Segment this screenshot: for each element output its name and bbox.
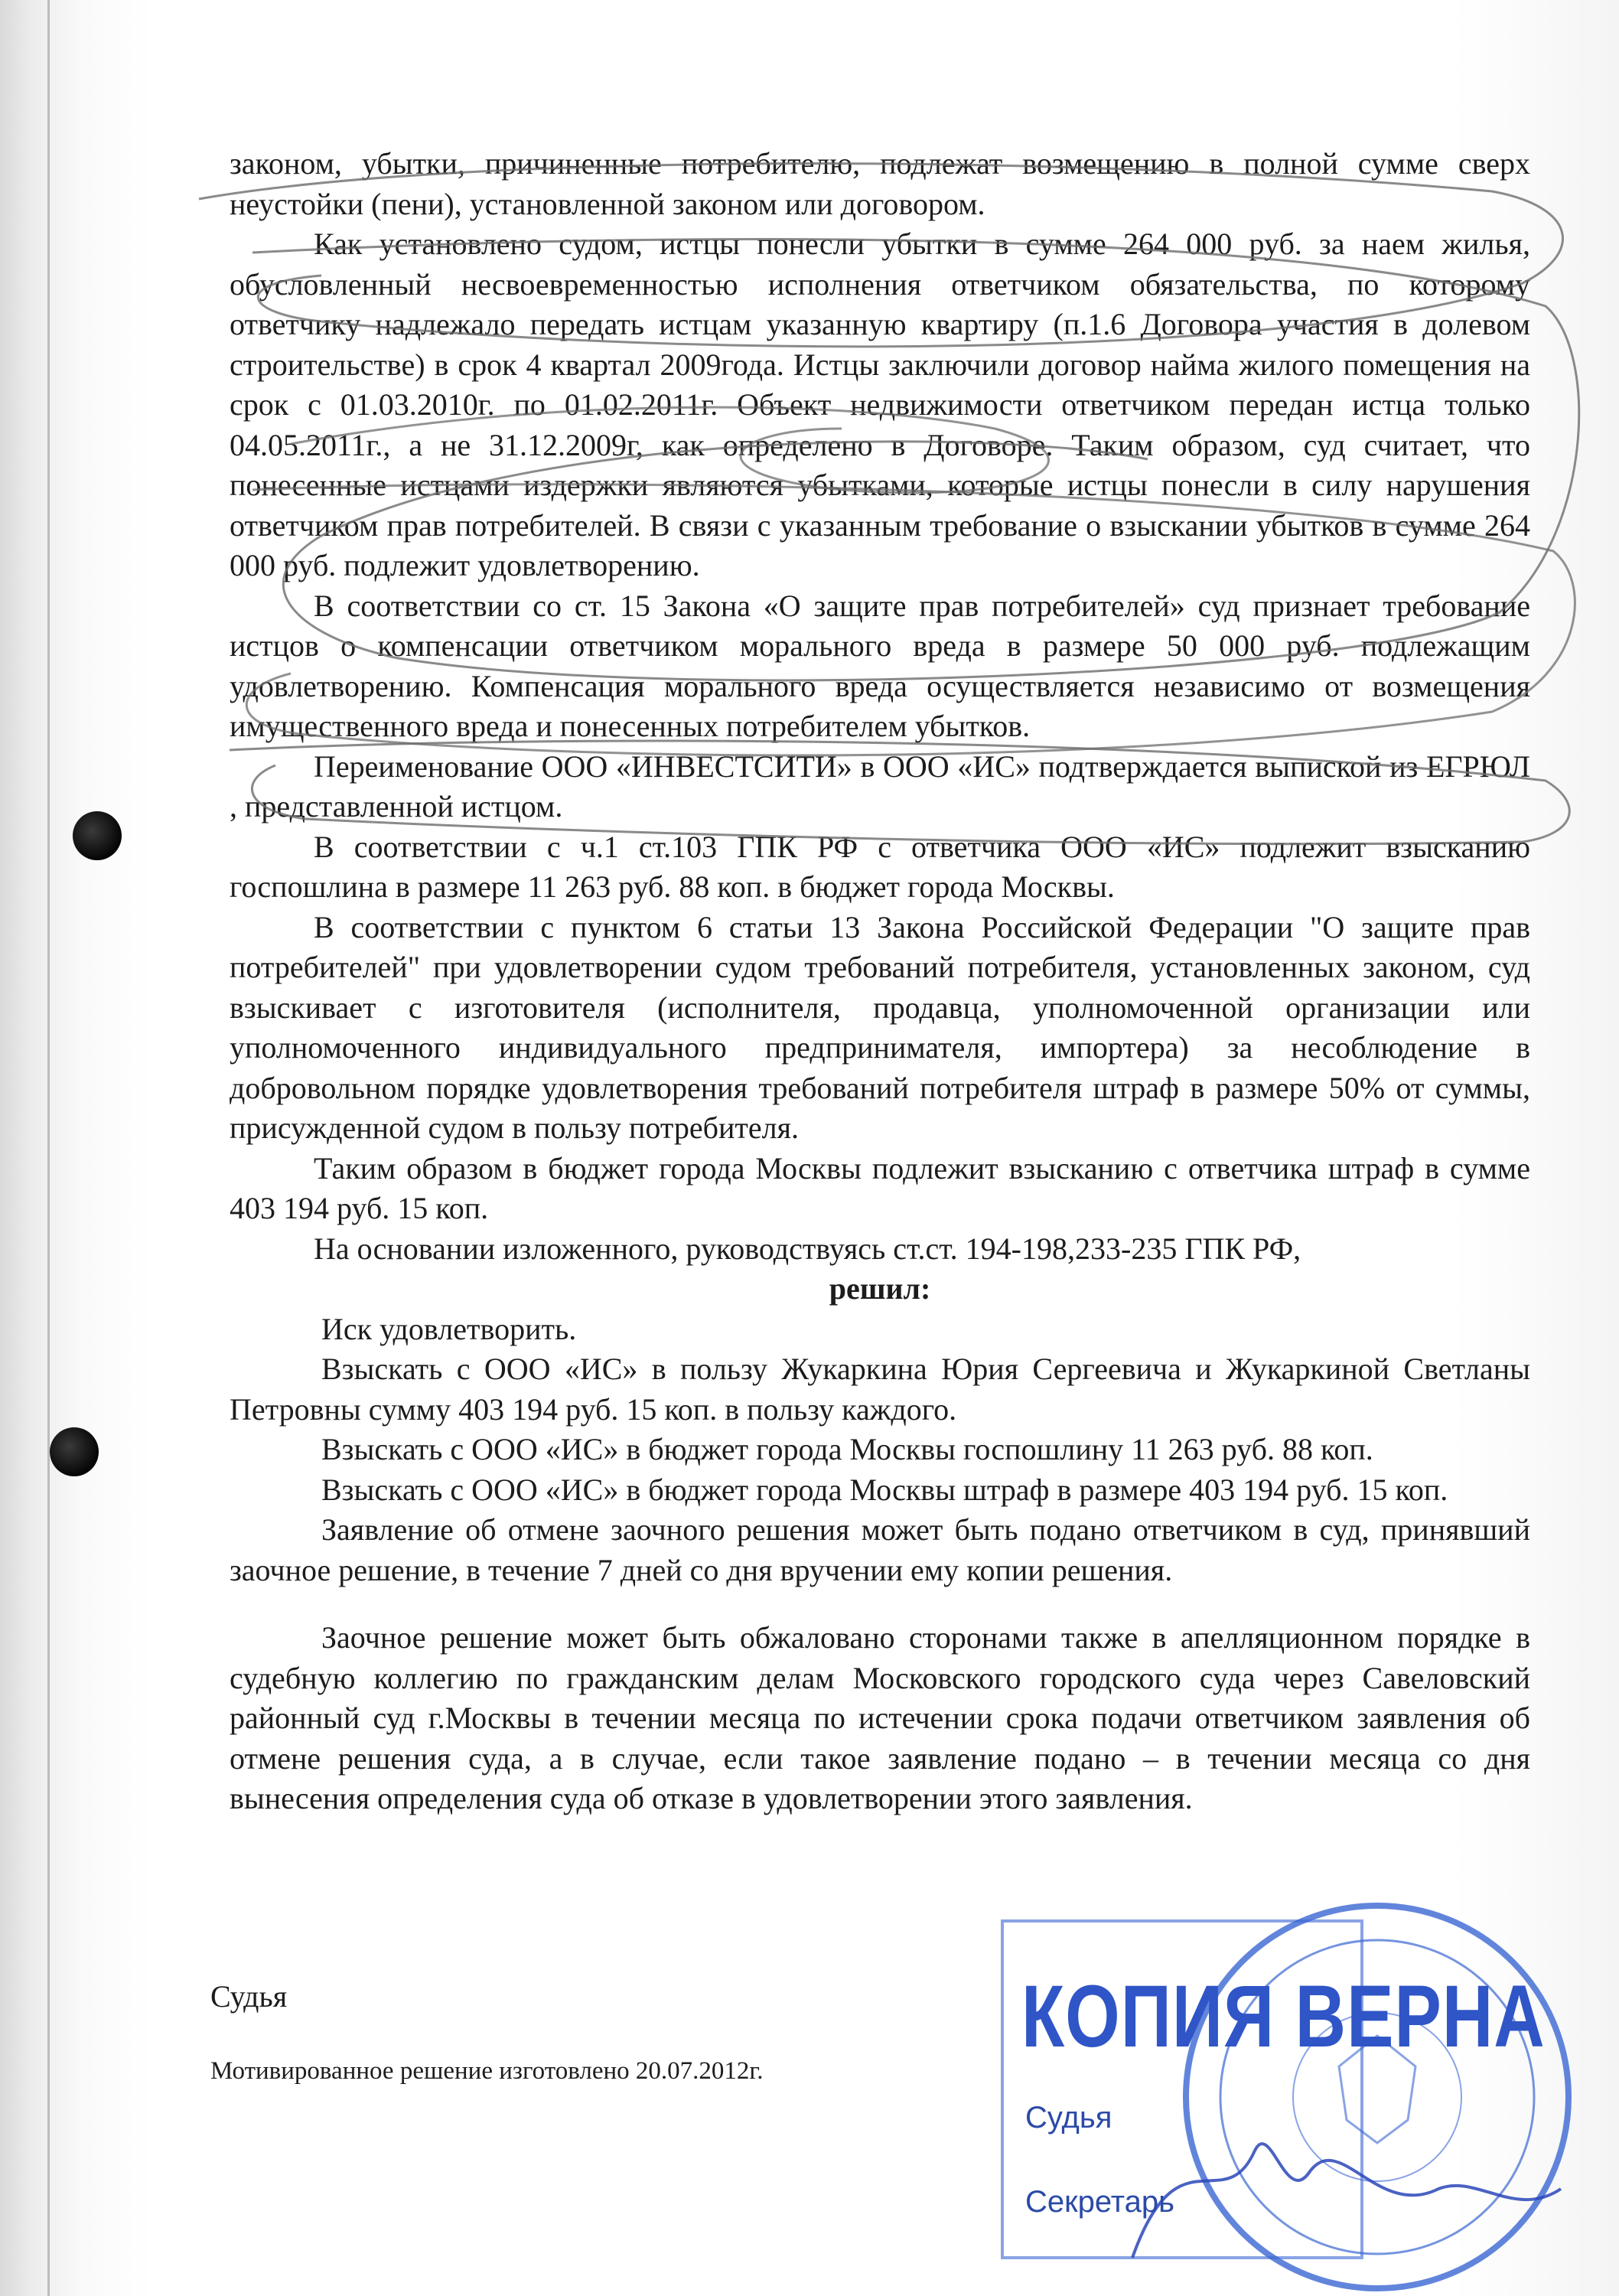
paragraph: В соответствии со ст. 15 Закона «О защите прав потребителей» суд признает требование истцов о компенсации ответчиком морального вреда в размере 50 000 руб. подлежащим удовлетворению. Компенсация морального вреда осуществляется независимо от возмещения имущественного вреда и понесенных потребителем убытков.	[230, 588, 1530, 743]
court-seal	[979, 1898, 1576, 2296]
resolution-heading: решил:	[829, 1271, 931, 1306]
paragraph: На основании изложенного, руководствуясь ст.ст. 194-198,233-235 ГПК РФ,	[314, 1231, 1301, 1266]
operative-item: Заочное решение может быть обжаловано сторонами также в апелляционном порядке в судебную коллегию по гражданским делам Московского городского суда через Савеловский районный суд г.Москвы в течении месяца по истечении срока подачи ответчиком заявления об отмене решения суда, а в случае, если такое заявление подано – в течении месяца со дня вынесения определения суда об отказе в удовлетворении этого заявления.	[230, 1620, 1530, 1815]
stamp-judge-label: Судья	[1025, 2101, 1112, 2135]
operative-item: Иск удовлетворить.	[321, 1311, 577, 1346]
binding-hole	[50, 1427, 99, 1476]
stamp-secretary-label: Секретарь	[1025, 2185, 1174, 2219]
judge-label: Судья	[210, 1979, 288, 2014]
operative-item: Взыскать с ООО «ИС» в пользу Жукаркина Юрия Сергеевича и Жукаркиной Светланы Петровны сумму 403 194 руб. 15 коп. в пользу каждого.	[230, 1352, 1530, 1427]
page-edge	[47, 0, 50, 2296]
motivated-decision-note: Мотивированное решение изготовлено 20.07.2012г.	[210, 2057, 764, 2085]
paragraph: В соответствии с ч.1 ст.103 ГПК РФ с ответчика ООО «ИС» подлежит взысканию госпошлина в размере 11 263 руб. 88 коп. в бюджет города Москвы.	[230, 829, 1530, 904]
spacer	[230, 1590, 1530, 1618]
document-body	[230, 144, 1530, 1819]
paragraph: законом, убытки, причиненные потребителю, подлежат возмещению в полной сумме сверх неустойки (пени), установленной законом или договором.	[230, 146, 1530, 221]
operative-item: Взыскать с ООО «ИС» в бюджет города Москвы штраф в размере 403 194 руб. 15 коп.	[321, 1472, 1448, 1507]
paragraph: Как установлено судом, истцы понесли убытки в сумме 264 000 руб. за наем жилья, обусловленный несвоевременностью исполнения ответчиком обязательства, по которому ответчику надлежало передать истцам указанную квартиру (п.1.6 Договора участия в долевом строительстве) в срок 4 квартал 2009года. Истцы заключили договор найма жилого помещения на срок с 01.03.2010г. по 01.02.2011г. Объект недвижимости ответчиком передан истца только 04.05.2011г., а не 31.12.2009г, как определено в Договоре. Таким образом, суд считает, что понесенные истцами издержки являются убытками, которые истцы понесли в силу нарушения ответчиком прав потребителей. В связи с указанным требование о взыскании убытков в сумме 264 000 руб. подлежит удовлетворению.	[230, 227, 1530, 582]
operative-item: Заявление об отмене заочного решения может быть подано ответчиком в суд, принявший заочное решение, в течение 7 дней со дня вручении ему копии решения.	[230, 1512, 1530, 1587]
binding-hole	[73, 811, 122, 860]
paragraph: В соответствии с пунктом 6 статьи 13 Закона Российской Федерации "О защите прав потребителей" при удовлетворении судом требований потребителя, установленных законом, суд взыскивает с изготовителя (исполнителя, продавца, уполномоченной организации или уполномоченного индивидуального предпринимателя, импортера) за несоблюдение в добровольном порядке удовлетворения требований потребителя штраф в размере 50% от суммы, присужденной судом в пользу потребителя.	[230, 909, 1530, 1145]
copy-certified-stamp: КОПИЯ ВЕРНА	[1021, 1968, 1546, 2066]
paragraph: Таким образом в бюджет города Москвы подлежит взысканию с ответчика штраф в сумме 403 194 руб. 15 коп.	[230, 1150, 1530, 1225]
operative-item: Взыскать с ООО «ИС» в бюджет города Москвы госпошлину 11 263 руб. 88 коп.	[321, 1432, 1373, 1466]
paragraph: Переименование ООО «ИНВЕСТСИТИ» в ООО «ИС» подтверждается выпиской из ЕГРЮЛ , представленной истцом.	[230, 748, 1530, 823]
